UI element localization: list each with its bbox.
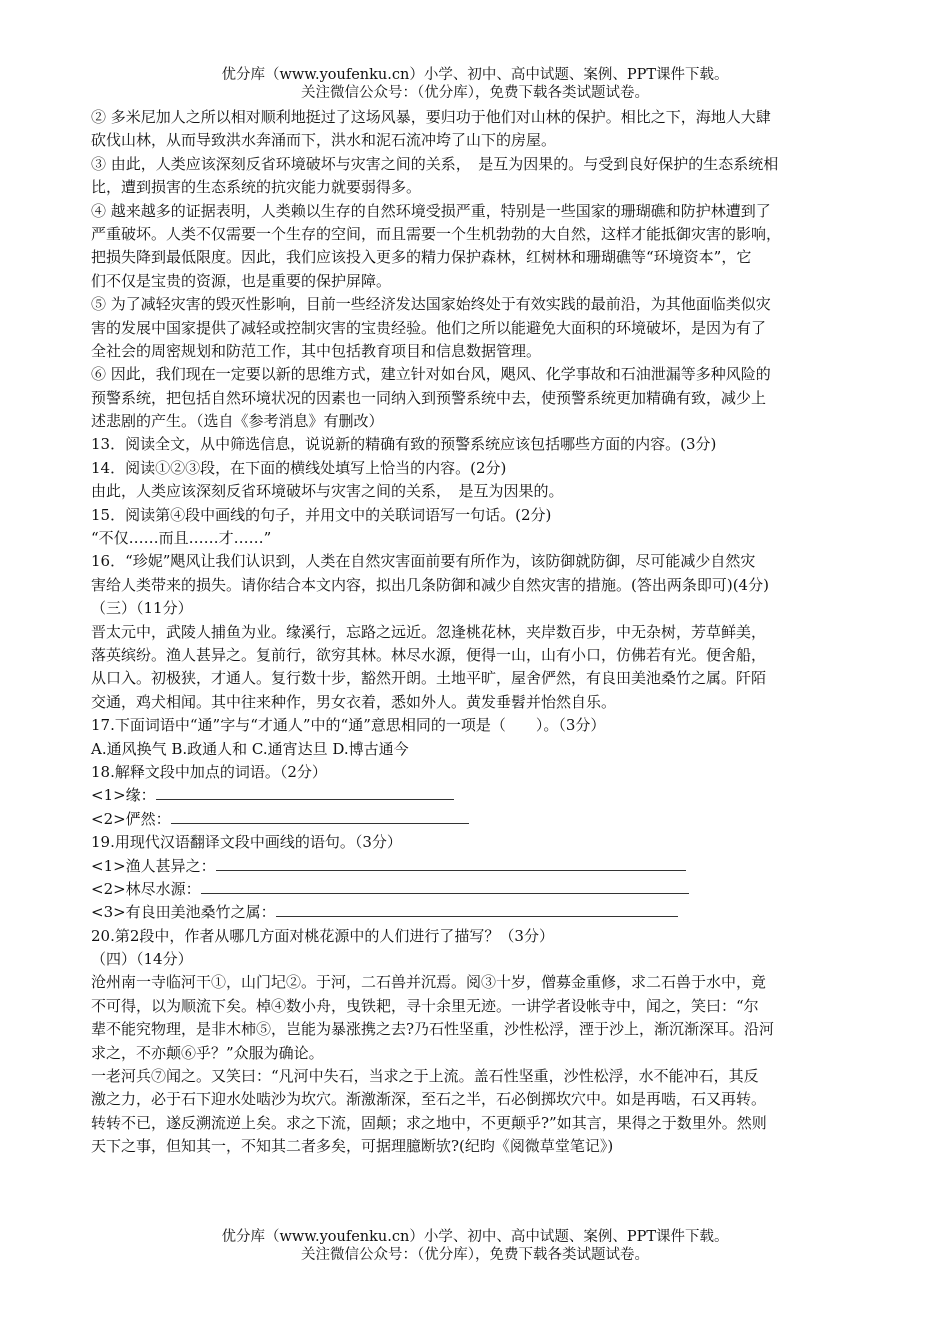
question-16: 16．“珍妮”飓风让我们认识到，人类在自然灾害面前要有所作为，该防御就防御，尽可能减少自然灾 (91, 552, 756, 571)
question-17-options: A.通风换气 B.政通人和 C.通宵达旦 D.博古通今 (91, 739, 409, 758)
passage-line: 晋太元中，武陵人捕鱼为业。缘溪行，忘路之远近。忽逢桃花林，夹岸数百步，中无杂树，芳草鲜美， (91, 622, 767, 641)
passage-line: 沧州南一寺临河干①，山门圮②。于河，二石兽并沉焉。阅③十岁，僧募金重修，求二石兽于水中，竟 (91, 973, 767, 992)
text-line: 全社会的周密规划和防范工作，其中包括教育项目和信息数据管理。 (91, 341, 542, 360)
passage-line: 激之力，必于石下迎水处啮沙为坎穴。渐激渐深，至石之半，石必倒掷坎穴中。如是再啮，石又再转。 (91, 1090, 767, 1109)
answer-blank[interactable] (216, 856, 686, 871)
q18-item-2-label: <2>俨然： (91, 809, 171, 828)
question-14: 14．阅读①②③段，在下面的横线处填写上恰当的内容。(2分) (91, 458, 507, 477)
text-line: “不仅……而且……才……” (91, 529, 272, 548)
question-13: 13．阅读全文，从中筛选信息，说说新的精确有致的预警系统应该包括哪些方面的内容。(3分) (91, 435, 717, 454)
text-line: 砍伐山林，从而导致洪水奔涌而下，洪水和泥石流冲垮了山下的房屋。 (91, 131, 557, 150)
header-line-1: 优分库（www.youfenku.cn）小学、初中、高中试题、案例、PPT课件下载。 (221, 67, 729, 83)
text-line: ⑤ 为了减轻灾害的毁灭性影响，目前一些经济发达国家始终处于有效实践的最前沿，为其他面临类似灾 (91, 295, 771, 314)
text-line: ② 多米尼加人之所以相对顺利地挺过了这场风暴，要归功于他们对山林的保护。相比之下，海地人大肆 (91, 108, 771, 126)
answer-blank[interactable] (156, 785, 454, 800)
text-line: ③ 由此，人类应该深刻反省环境破坏与灾害之间的关系， 是互为因果的。与受到良好保护的生态系统相 (91, 154, 779, 173)
q18-item-1-label: <1>缘： (91, 786, 156, 805)
passage-line: 天下之事，但知其一，不知其二者多矣，可据理臆断欤?(纪昀《阅微草堂笔记》) (91, 1137, 614, 1156)
passage-line: 辈不能究物理，是非木柿⑤，岂能为暴涨携之去?乃石性坚重，沙性松浮，湮于沙上，渐沉渐深耳。沿河 (91, 1020, 775, 1039)
text-line: 由此，人类应该深刻反省环境破坏与灾害之间的关系， 是互为因果的。 (91, 482, 564, 501)
section-heading: （三）（11分） (91, 599, 193, 618)
text-line: 述悲剧的产生。（选自《参考消息》有删改） (91, 412, 384, 431)
q19-item-2 (91, 878, 861, 901)
passage-line: 交通，鸡犬相闻。其中往来种作，男女衣着，悉如外人。黄发垂髫并怡然自乐。 (91, 692, 617, 711)
text-line: 害给人类带来的损失。请你结合本文内容，拟出几条防御和减少自然灾害的措施。(答出两条即可)(4分) (91, 575, 769, 594)
q18-item-1 (91, 784, 861, 807)
question-20: 20.第2段中，作者从哪几方面对桃花源中的人们进行了描写？（3分） (91, 926, 554, 945)
passage-line: 一老河兵⑦闻之。又笑曰：“凡河中失石，当求之于上流。盖石性坚重，沙性松浮，水不能冲石，其反 (91, 1067, 759, 1086)
text-line: 比，遭到损害的生态系统的抗灾能力就要弱得多。 (91, 178, 422, 197)
text-line: 们不仅是宝贵的资源，也是重要的保护屏障。 (91, 271, 392, 290)
q18-item-2 (91, 808, 861, 831)
answer-blank[interactable] (276, 902, 678, 917)
text-line: ④ 越来越多的证据表明，人类赖以生存的自然环境受损严重，特别是一些国家的珊瑚礁和防护林遭到了 (91, 201, 771, 220)
text-line: 严重破坏。人类不仅需要一个生存的空间，而且需要一个生机勃勃的大自然，这样才能抵御灾害的影响， (91, 224, 782, 243)
page-footer (0, 1228, 950, 1264)
q19-item-1 (91, 855, 861, 878)
passage-line: 求之，不亦颠⑥乎？”众服为确论。 (91, 1043, 324, 1062)
question-17: 17.下面词语中“通”字与“才通人”中的“通”意思相同的一项是（ ）。（3分） (91, 716, 606, 735)
text-line: ⑥ 因此，我们现在一定要以新的思维方式，建立针对如台风，飓风、化学事故和石油泄漏等多种风险的 (91, 365, 771, 384)
passage-line: 不可得，以为顺流下矣。棹④数小舟，曳铁耙，寻十余里无迹。一讲学者设帐寺中，闻之，笑曰：“尔 (91, 996, 759, 1015)
text-line: 预警系统，把包括自然环境状况的因素也一同纳入到预警系统中去，使预警系统更加精确有致，减少上 (91, 388, 767, 407)
q19-item-3 (91, 901, 861, 924)
document-body (91, 106, 861, 1159)
footer-line-1: 优分库（www.youfenku.cn）小学、初中、高中试题、案例、PPT课件下载。 (221, 1229, 729, 1245)
text-line: 害的发展中国家提供了减轻或控制灾害的宝贵经验。他们之所以能避免大面积的环境破坏，是因为有了 (91, 318, 767, 337)
answer-blank[interactable] (201, 879, 689, 894)
passage-line: 落英缤纷。渔人甚异之。复前行，欲穷其林。林尽水源，便得一山，山有小口，仿佛若有光。便舍船， (91, 645, 767, 664)
q19-item-2-label: <2>林尽水源： (91, 879, 201, 898)
question-19: 19.用现代汉语翻译文段中画线的语句。（3分） (91, 833, 402, 852)
passage-line: 转转不已，遂反溯流逆上矣。求之下流，固颠；求之地中，不更颠乎?”如其言，果得之于数里外。然则 (91, 1113, 767, 1132)
q19-item-3-label: <3>有良田美池桑竹之属： (91, 903, 276, 922)
question-15: 15．阅读第④段中画线的句子，并用文中的关联词语写一句话。(2分) (91, 505, 552, 524)
answer-blank[interactable] (171, 809, 469, 824)
footer-line-2: 关注微信公众号：（优分库），免费下载各类试题试卷。 (301, 1247, 649, 1263)
text-line: 把损失降到最低限度。因此，我们应该投入更多的精力保护森林，红树林和珊瑚礁等“环境资本”，它 (91, 248, 752, 267)
header-line-2: 关注微信公众号：（优分库），免费下载各类试题试卷。 (301, 85, 649, 101)
page-header (0, 66, 950, 102)
section-heading: （四）（14分） (91, 950, 193, 969)
passage-line: 从口入。初极狭，才通人。复行数十步，豁然开朗。土地平旷，屋舍俨然，有良田美池桑竹之属。阡陌 (91, 669, 767, 688)
question-18: 18.解释文段中加点的词语。（2分） (91, 762, 327, 781)
q19-item-1-label: <1>渔人甚异之： (91, 856, 216, 875)
